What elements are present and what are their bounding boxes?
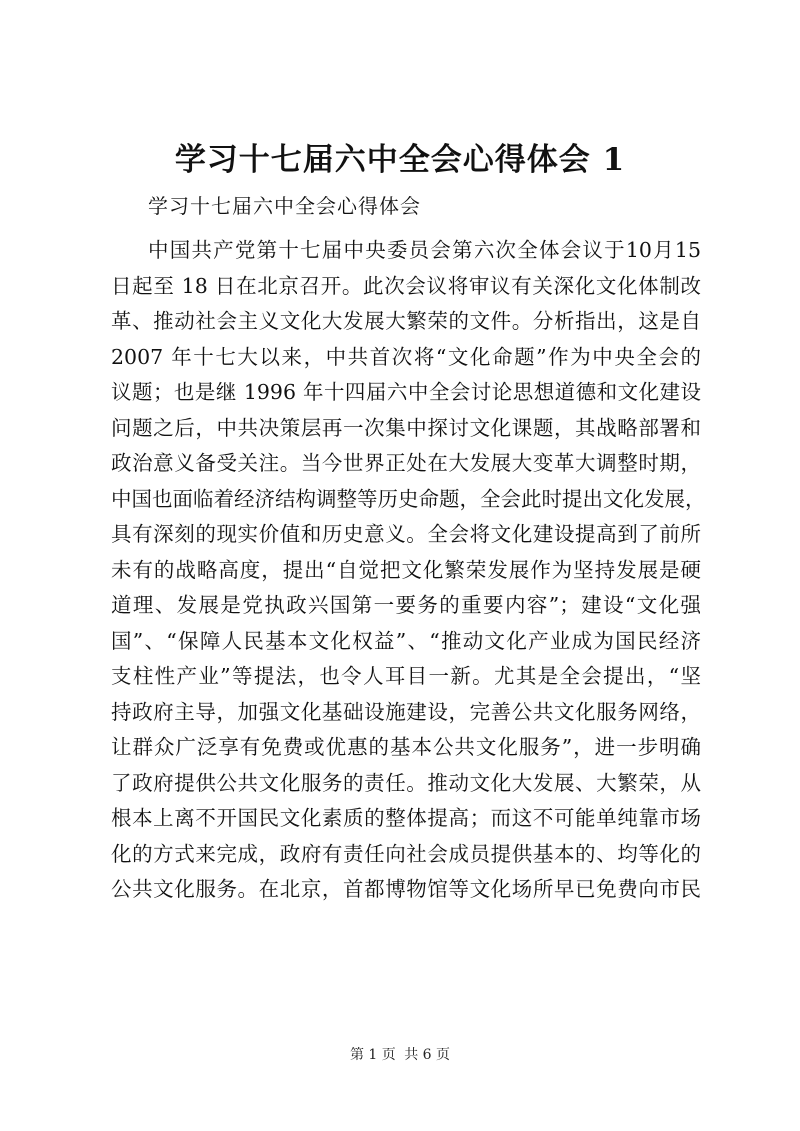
body-line: 公共文化服务。在北京，首都博物馆等文化场所早已免费向市民 [111,877,701,901]
document-body [111,233,706,908]
body-line: 具有深刻的现实价值和历史意义。全会将文化建设提高到了前所 [111,522,701,546]
body-line: 革、推动社会主义文化大发展大繁荣的文件。分析指出，这是自 [111,309,701,333]
body-line: 持政府主导，加强文化基础设施建设，完善公共文化服务网络， [111,699,701,724]
body-line: 议题；也是继 1996 年十四届六中全会讨论思想道德和文化建设 [111,380,701,404]
body-line: 日起至 18 日在北京召开。此次会议将审议有关深化文化体制改 [111,273,701,298]
page-number: 第 1 页 [349,1047,396,1063]
body-line: 了政府提供公共文化服务的责任。推动文化大发展、大繁荣，从 [111,770,701,795]
page-footer [0,1045,800,1065]
body-line: 问题之后，中共决策层再一次集中探讨文化课题，其战略部署和 [111,415,701,440]
body-line: 让群众广泛享有免费或优惠的基本公共文化服务”，进一步明确 [111,735,701,759]
page-total: 共 6 页 [404,1047,451,1063]
body-line: 中国也面临着经济结构调整等历史命题，全会此时提出文化发展， [111,486,706,511]
document-title: 学习十七届六中全会心得体会 1 [174,142,626,178]
body-line: 政治意义备受关注。当今世界正处在大发展大变革大调整时期， [111,451,701,475]
document-subtitle: 学习十七届六中全会心得体会 [148,194,421,218]
body-line: 根本上离不开国民文化素质的整体提高；而这不可能单纯靠市场 [111,806,701,830]
body-line: 道理、发展是党执政兴国第一要务的重要内容”；建设“文化强 [111,593,701,617]
body-line: 国”、“保障人民基本文化权益”、“推动文化产业成为国民经济 [111,628,701,653]
body-line: 中国共产党第十七届中央委员会第六次全体会议于10月15 [148,238,701,262]
body-line: 化的方式来完成，政府有责任向社会成员提供基本的、均等化的 [111,841,701,866]
body-line: 2007 年十七大以来，中共首次将“文化命题”作为中央全会的 [111,344,701,369]
body-line: 支柱性产业”等提法，也令人耳目一新。尤其是全会提出，“坚 [111,664,701,688]
body-line: 未有的战略高度，提出“自觉把文化繁荣发展作为坚持发展是硬 [111,557,701,582]
